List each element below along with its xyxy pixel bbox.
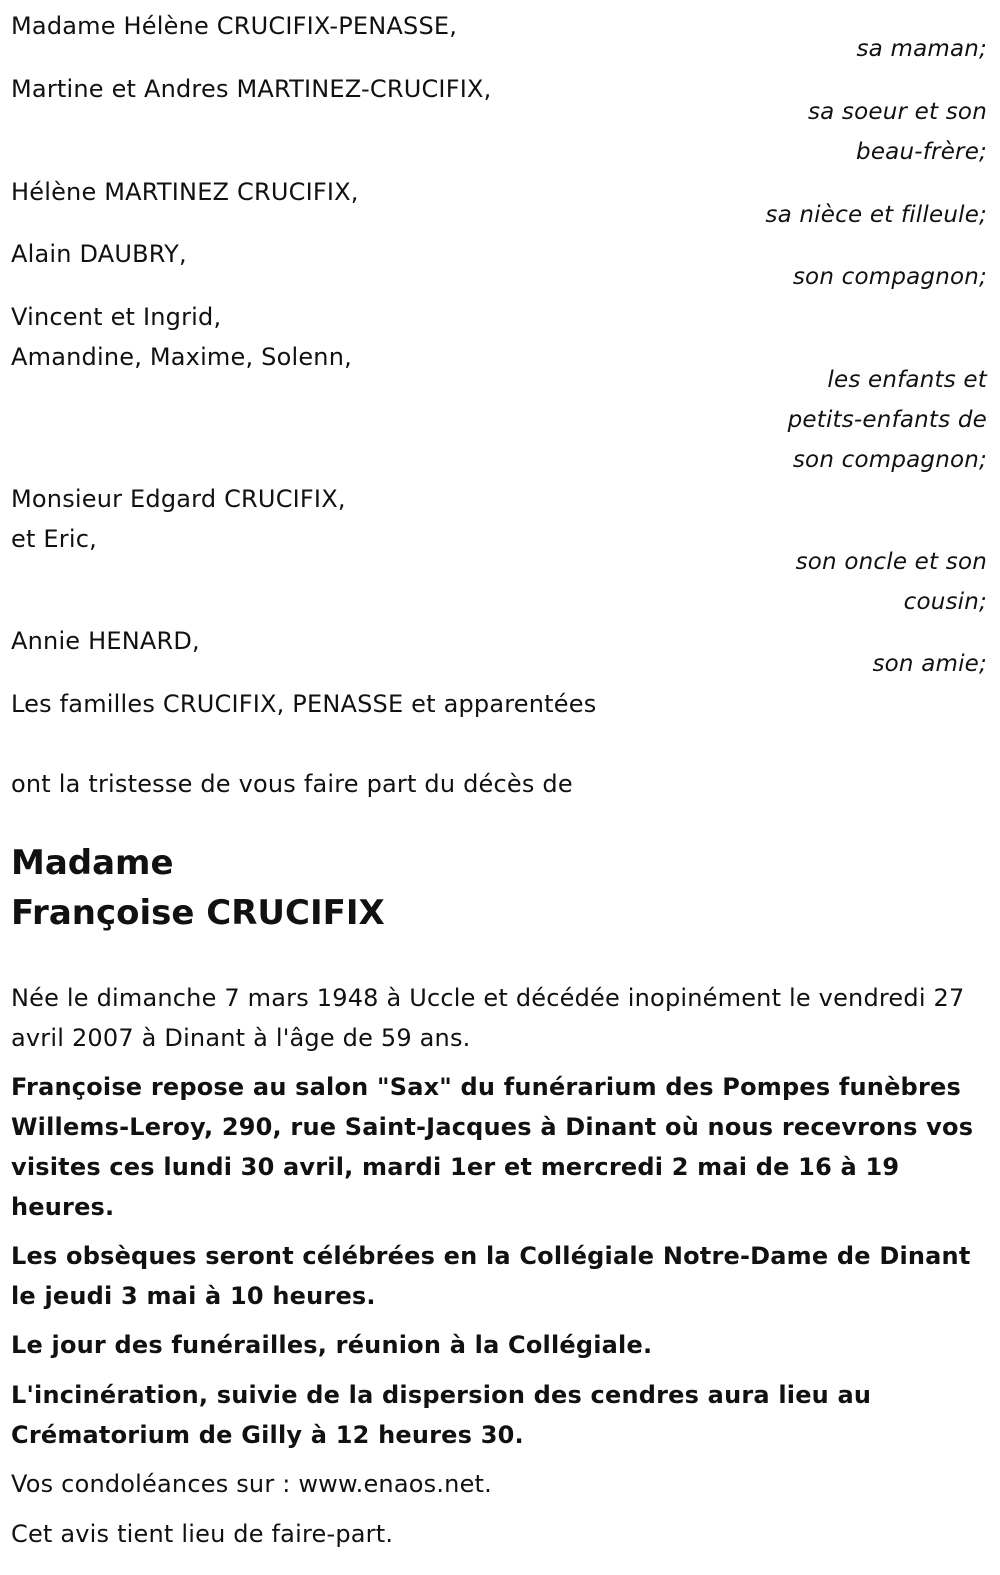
mourner-relation: son amie;	[872, 651, 987, 677]
mourner-relation: cousin;	[903, 589, 987, 615]
mourner-relation: sa maman;	[856, 36, 987, 62]
funeral-paragraph: Les obsèques seront célébrées en la Collégiale Notre-Dame de Dinant le jeudi 3 mai à 10 heures.	[11, 1242, 971, 1310]
mourner-relation: beau-frère;	[856, 139, 987, 165]
mourner-name: Martine et Andres MARTINEZ-CRUCIFIX,	[11, 75, 492, 103]
mourner-name: Madame Hélène CRUCIFIX-PENASSE,	[11, 12, 458, 40]
mourner-name: Annie HENARD,	[11, 627, 200, 655]
mourner-relation: son oncle et son	[795, 549, 987, 575]
mourner-relation: les enfants et	[827, 367, 987, 393]
meeting-paragraph: Le jour des funérailles, réunion à la Collégiale.	[11, 1331, 653, 1359]
birth-paragraph: Née le dimanche 7 mars 1948 à Uccle et décédée inopinément le vendredi 27 avril 2007 à Dinant à l'âge de 59 ans.	[11, 984, 965, 1052]
deceased-name: Françoise CRUCIFIX	[11, 893, 385, 933]
mourner-name: Alain DAUBRY,	[11, 240, 187, 268]
mourner-name: et Eric,	[11, 525, 97, 553]
mourner-relation: son compagnon;	[792, 264, 987, 290]
notice-line: Cet avis tient lieu de faire-part.	[11, 1520, 394, 1548]
mourner-name: Amandine, Maxime, Solenn,	[11, 343, 352, 371]
announcement-line: ont la tristesse de vous faire part du décès de	[11, 770, 573, 798]
deceased-title: Madame	[11, 843, 174, 883]
mourner-name: Monsieur Edgard CRUCIFIX,	[11, 485, 346, 513]
mourner-name: Vincent et Ingrid,	[11, 303, 222, 331]
families-line: Les familles CRUCIFIX, PENASSE et apparentées	[11, 690, 597, 718]
mourner-relation: petits-enfants de	[787, 407, 987, 433]
mourner-relation: son compagnon;	[792, 447, 987, 473]
condolences-line: Vos condoléances sur : www.enaos.net.	[11, 1470, 492, 1498]
mourner-name: Hélène MARTINEZ CRUCIFIX,	[11, 178, 359, 206]
mourner-relation: sa soeur et son	[807, 99, 987, 125]
visit-paragraph: Françoise repose au salon "Sax" du funérarium des Pompes funèbres Willems-Leroy, 290, rue Saint-Jacques à Dinant où nous recevrons vos visites ces lundi 30 avril, mardi 1er et mercredi 2 mai de 16 à 19 heures.	[11, 1073, 974, 1221]
mourner-relation: sa nièce et filleule;	[765, 202, 987, 228]
cremation-paragraph: L'incinération, suivie de la dispersion des cendres aura lieu au Crématorium de Gilly à 12 heures 30.	[11, 1381, 872, 1449]
